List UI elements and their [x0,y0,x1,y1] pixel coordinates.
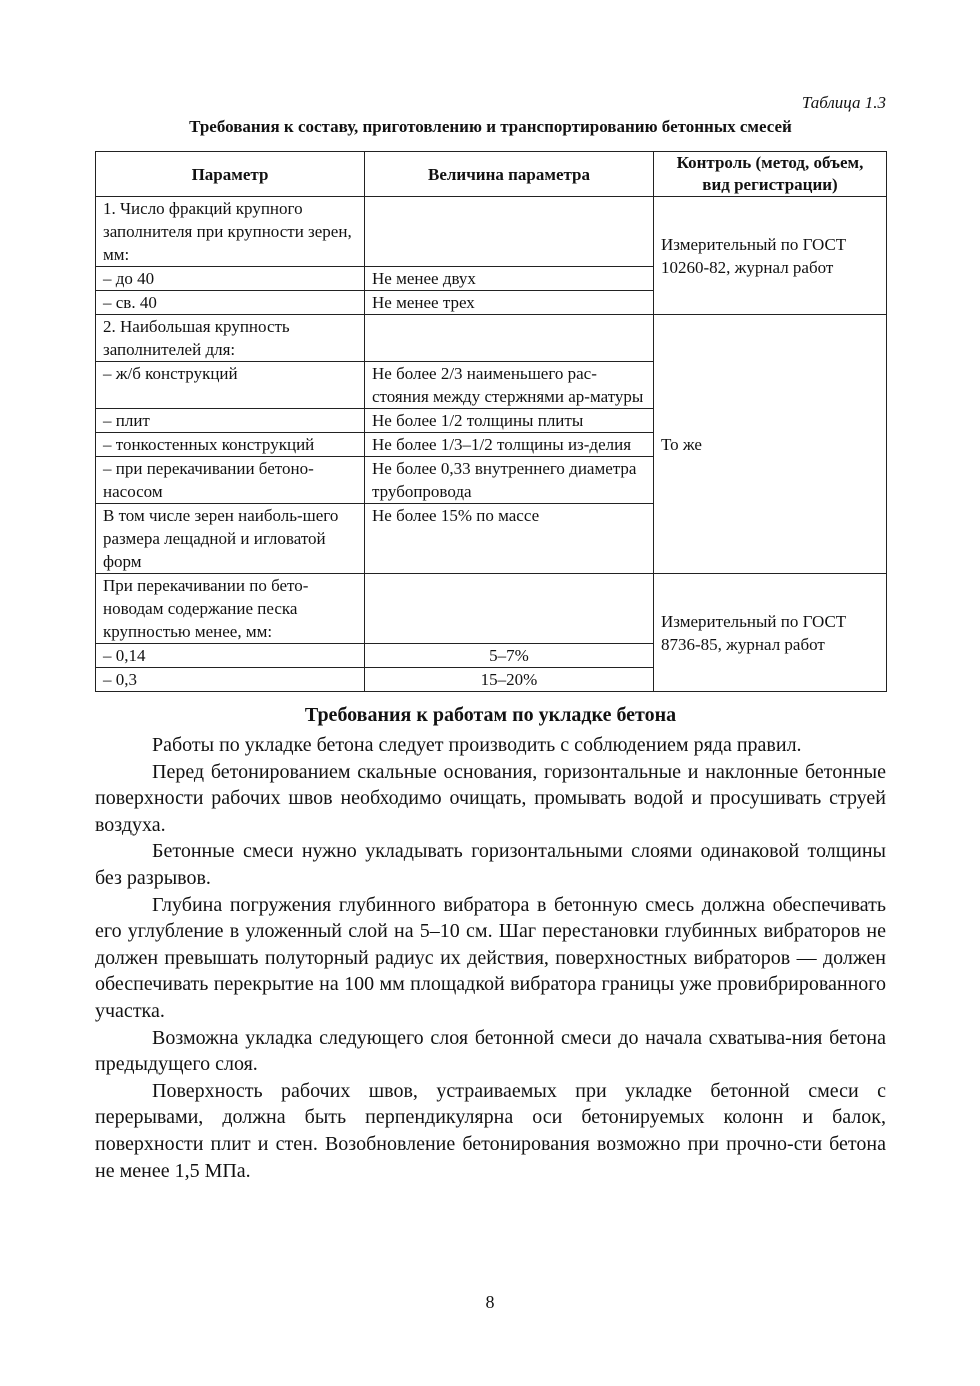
value-cell: Не более 15% по массе [365,504,654,574]
param-cell: 2. Наибольшая крупность заполнителей для: [96,315,365,362]
param-cell: – до 40 [96,267,365,291]
value-cell: Не более 2/3 наименьшего рас-стояния между стержнями ар-матуры [365,362,654,409]
value-cell: Не менее двух [365,267,654,291]
document-page [95,92,886,1184]
body-paragraph: Работы по укладке бетона следует производить с соблюдением ряда правил. [152,734,802,756]
value-cell: Не более 0,33 внутреннего диаметра трубопровода [365,457,654,504]
param-cell: В том числе зерен наиболь-шего размера лещадной и игловатой форм [96,504,365,574]
value-cell: 5–7% [365,644,654,668]
value-cell: Не более 1/2 толщины плиты [365,409,654,433]
header-control: Контроль (метод, объем, вид регистрации) [654,152,887,197]
body-paragraph: Возможна укладка следующего слоя бетонной смеси до начала схватыва-ния бетона предыдущего слоя. [95,1026,886,1076]
table-title: Требования к составу, приготовлению и транспортированию бетонных смесей [189,117,792,136]
table-header-row [96,152,887,197]
param-cell: – тонкостенных конструкций [96,433,365,457]
value-cell [365,574,654,644]
requirements-table [95,151,887,692]
table-row [96,197,887,267]
param-cell: 1. Число фракций крупного заполнителя при крупности зерен, мм: [96,197,365,267]
page-number: 8 [485,1292,495,1312]
param-cell: – св. 40 [96,291,365,315]
value-cell [365,197,654,267]
param-cell: – 0,3 [96,668,365,692]
body-paragraph: Перед бетонированием скальные основания, горизонтальные и наклонные бетонные поверхности рабочих швов необходимо очищать, промывать водой и просушивать струей воздуха. [95,760,886,836]
body-paragraph: Поверхность рабочих швов, устраиваемых при укладке бетонной смеси с перерывами, должна быть перпендикулярна оси бетонируемых колонн и балок, поверхности плит и стен. Возобновление бетонирования возможно при прочно-сти бетона не менее 1,5 МПа. [95,1079,886,1182]
section-heading: Требования к работам по укладке бетона [304,704,677,726]
table-number: Таблица 1.3 [801,93,886,112]
header-parameter: Параметр [96,152,365,197]
control-cell: То же [654,315,887,574]
control-cell: Измерительный по ГОСТ 8736-85, журнал работ [654,574,887,692]
table-row [96,315,887,362]
body-paragraph: Бетонные смеси нужно укладывать горизонтальными слоями одинаковой толщины без разрывов. [95,840,886,889]
header-value: Величина параметра [365,152,654,197]
param-cell: – плит [96,409,365,433]
body-paragraph: Глубина погружения глубинного вибратора в бетонную смесь должна обеспечивать его углубление в уложенный слой на 5–10 см. Шаг перестановки глубинных вибраторов не должен превышать полуторный радиус их действия, поверхностных вибраторов — должен обеспечивать перекрытие на 100 мм площадкой вибратора границы уже провибрированного участка. [95,893,886,1022]
value-cell: Не более 1/3–1/2 толщины из-делия [365,433,654,457]
value-cell [365,315,654,362]
value-cell: Не менее трех [365,291,654,315]
param-cell: При перекачивании по бето-новодам содержание песка крупностью менее, мм: [96,574,365,644]
table-row [96,574,887,644]
control-cell: Измерительный по ГОСТ 10260-82, журнал работ [654,197,887,315]
param-cell: – ж/б конструкций [96,362,365,409]
param-cell: – 0,14 [96,644,365,668]
param-cell: – при перекачивании бетоно-насосом [96,457,365,504]
value-cell: 15–20% [365,668,654,692]
